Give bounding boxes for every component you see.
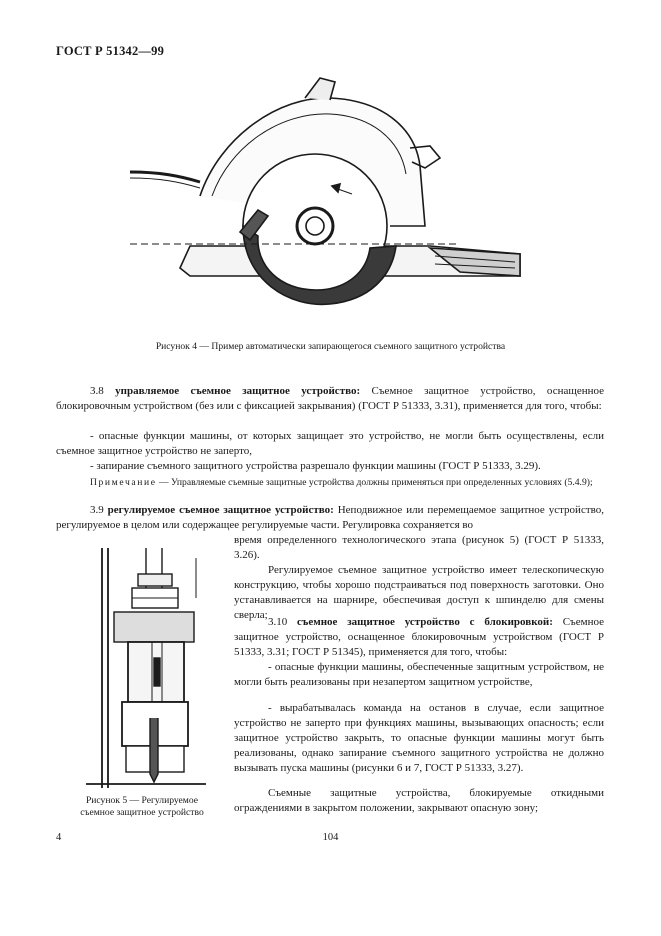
definition-text: Съемное защитное устройство, оснащенное блокировочным устройством (ГОСТ Р 51333, 3.31; ГОСТ Р 51345), применяется для того, чтобы: [234, 616, 604, 658]
section-3-9-definition [56, 503, 604, 533]
section-number: 3.8 [90, 385, 116, 397]
list-item: - опасные функции машины, обеспеченные защитным устройством, не могли быть реализованы при незапертом защитном устройстве, [234, 661, 604, 688]
figure-5-caption [56, 795, 228, 819]
term: регулируемое съемное защитное устройство: [107, 504, 334, 516]
note-text: — Управляемые съемные защитные устройства должны применяться при определенных условиях (5.4.9); [156, 477, 593, 488]
figure-4-caption: Рисунок 4 — Пример автоматически запирающегося съемного защитного устройства [155, 341, 506, 352]
list-item: - опасные функции машины, от которых защищает это устройство, не могли быть осуществлены, если съемное защитное устройство не заперто, [56, 430, 604, 457]
section-3-9-continuation: время определенного технологического этапа (рисунок 5) (ГОСТ Р 51333, 3.26). [234, 534, 604, 561]
paragraph: Регулируемое съемное защитное устройство имеет телескопическую конструкцию, чтобы хорошо подстраиваться под поверхность заготовки. Оно устанавливается на шарнире, обеспечивая доступ к шпинделю для смены сверла; [234, 564, 604, 621]
section-3-8-definition [56, 384, 604, 414]
document-header: ГОСТ Р 51342—99 [56, 44, 165, 58]
note [56, 476, 604, 489]
figure-5-adjustable-guard-drawing [66, 548, 216, 788]
term: съемное защитное устройство с блокировкой: [297, 616, 553, 628]
caption-line: съемное защитное устройство [80, 807, 204, 818]
page-number-left: 4 [56, 832, 62, 843]
caption-line: Рисунок 5 — Регулируемое [85, 795, 199, 806]
definition-text: Неподвижное или перемещаемое защитное устройство, регулируемое в целом или содержащее регулируемые части. Регулировка сохраняется во [56, 504, 604, 531]
section-3-10-definition [234, 615, 604, 660]
section-number: 3.9 [90, 504, 108, 516]
paragraph: Съемные защитные устройства, блокируемые откидными ограждениями в закрытом положении, закрывают опасную зону; [234, 787, 604, 814]
definition-text: Съемное защитное устройство, оснащенное блокировочным устройством (без или с фиксацией закрывания) (ГОСТ Р 51333, 3.31), применяется для того, чтобы: [56, 385, 604, 412]
list-item: - вырабатывалась команда на останов в случае, если защитное устройство не заперто при функциях машины, вызывающих опасность; если защитное устройство закрыть, то опасные функции машины могут быть реализованы, однако запирание съемного защитного устройства не должно вызывать пуска машины (рисунки 6 и 7, ГОСТ Р 51333, 3.27). [234, 702, 604, 774]
page-number-center: 104 [322, 832, 339, 843]
section-number: 3.10 [268, 616, 298, 628]
figure-4-circular-saw-drawing [130, 76, 530, 332]
term: управляемое съемное защитное устройство: [115, 385, 361, 397]
list-item: - запирание съемного защитного устройства разрешало функции машины (ГОСТ Р 51333, 3.29). [90, 460, 541, 472]
note-label: Примечание [90, 477, 157, 488]
